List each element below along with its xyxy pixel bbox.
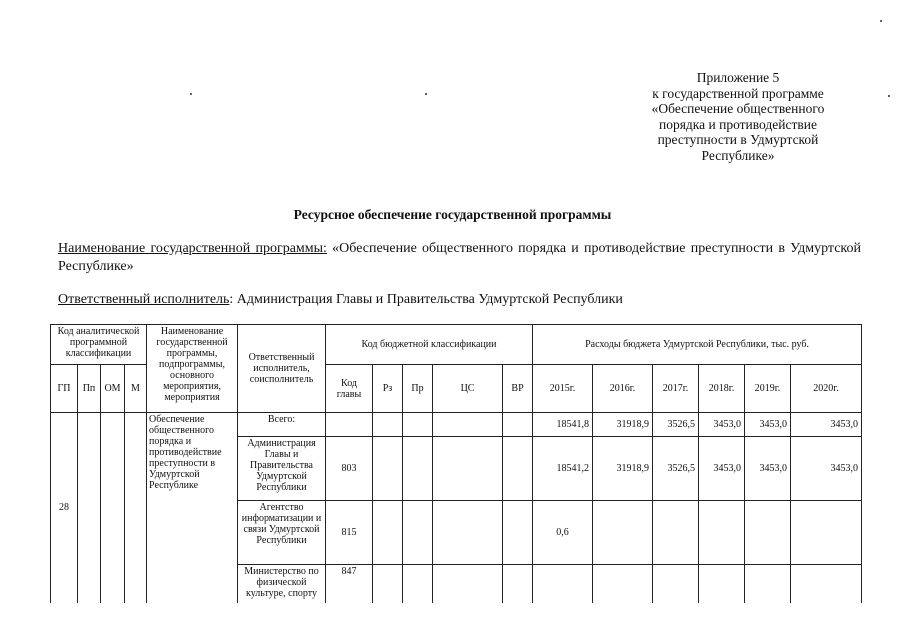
scan-dot-top-right [880,20,882,22]
value-cell: 3453,0 [699,413,745,437]
m-code [125,413,147,603]
program-value: «Обеспечение общественного порядка и противодействие преступности в Удмуртской Республике» [58,241,862,274]
value-cell: 3526,5 [653,413,699,437]
scan-dot-right [888,95,890,97]
annex-line: преступности в Удмуртской [657,132,819,148]
value-cell [653,501,699,565]
header-executor: Ответственный исполнитель, соисполнитель [238,325,326,413]
rz-cell [373,437,403,501]
executor-cell: Министерство по физической культуре, спорту [238,565,326,603]
header-gp: ГП [51,365,78,413]
value-cell: 3453,0 [745,413,791,437]
executor-cell: Агентство информатизации и связи Удмуртской Республики [238,501,326,565]
value-cell: 3453,0 [699,437,745,501]
value-cell [745,501,791,565]
annex-line: Республике» [701,147,775,163]
rz-cell [373,565,403,603]
value-cell: 18541,8 [533,413,593,437]
annex-line: Приложение 5 [696,70,780,85]
annex-line: «Обеспечение общественного [651,101,825,117]
header-rz: Рз [373,365,403,413]
value-cell [533,565,593,603]
annex-block [625,70,851,164]
value-cell: 3526,5 [653,437,699,501]
value-cell: 31918,9 [593,413,653,437]
rz-cell [373,501,403,565]
value-cell [791,501,862,565]
pr-cell [403,437,433,501]
cs-cell [433,437,503,501]
header-expenses: Расходы бюджета Удмуртской Республики, тыс. руб. [533,325,862,365]
value-cell [745,565,791,603]
header-year: 2017г. [653,365,699,413]
vr-cell [503,437,533,501]
header-pp: Пп [78,365,101,413]
header-year: 2018г. [699,365,745,413]
header-cs: ЦС [433,365,503,413]
header-year: 2019г. [745,365,791,413]
header-year: 2020г. [791,365,862,413]
om-code [101,413,125,603]
value-cell [699,565,745,603]
value-cell [593,565,653,603]
header-name: Наименование государственной программы, подпрограммы, основного мероприятия, мероприятия [147,325,238,413]
header-m: М [125,365,147,413]
header-chapter: Код главы [326,365,373,413]
scan-dot-center [425,93,427,95]
pr-cell [403,413,433,437]
chapter-cell: 803 [326,437,373,501]
value-cell: 31918,9 [593,437,653,501]
rz-cell [373,413,403,437]
pr-cell [403,565,433,603]
annex-line: к государственной программе [652,85,824,101]
program-label: Наименование государственной программы: [58,241,327,256]
cs-cell [433,565,503,603]
header-vr: ВР [503,365,533,413]
header-year: 2015г. [533,365,593,413]
value-cell [699,501,745,565]
vr-cell [503,413,533,437]
value-cell: 0,6 [533,501,593,565]
value-cell [791,565,862,603]
value-cell [593,501,653,565]
pp-code [78,413,101,603]
cs-cell [433,413,503,437]
responsible-value: : Администрация Главы и Правительства Удмуртской Республики [229,292,623,307]
value-cell [653,565,699,603]
header-pr: Пр [403,365,433,413]
document-title: Ресурсное обеспечение государственной программы [293,207,612,222]
value-cell: 3453,0 [791,437,862,501]
table-row [51,413,862,437]
program-name-cell: Обеспечение общественного порядка и противодействие преступности в Удмуртской Республике [147,413,238,603]
cs-cell [433,501,503,565]
header-code-group: Код аналитической программной классификации [51,325,147,365]
executor-cell: Всего: [238,413,326,437]
header-budget-group: Код бюджетной классификации [326,325,533,365]
program-name [58,240,861,276]
responsible-label: Ответственный исполнитель [58,292,230,307]
value-cell: 3453,0 [791,413,862,437]
gp-code: 28 [51,413,78,603]
vr-cell [503,565,533,603]
value-cell: 18541,2 [533,437,593,501]
chapter-cell: 815 [326,501,373,565]
scan-dot-left [190,93,192,95]
executor-cell: Администрация Главы и Правительства Удмуртской Республики [238,437,326,501]
resource-table [50,324,862,603]
responsible-executor [58,292,623,308]
value-cell: 3453,0 [745,437,791,501]
pr-cell [403,501,433,565]
header-om: ОМ [101,365,125,413]
vr-cell [503,501,533,565]
annex-line: порядка и противодействие [658,116,817,132]
header-year: 2016г. [593,365,653,413]
chapter-cell [326,413,373,437]
chapter-cell: 847 [326,565,373,603]
